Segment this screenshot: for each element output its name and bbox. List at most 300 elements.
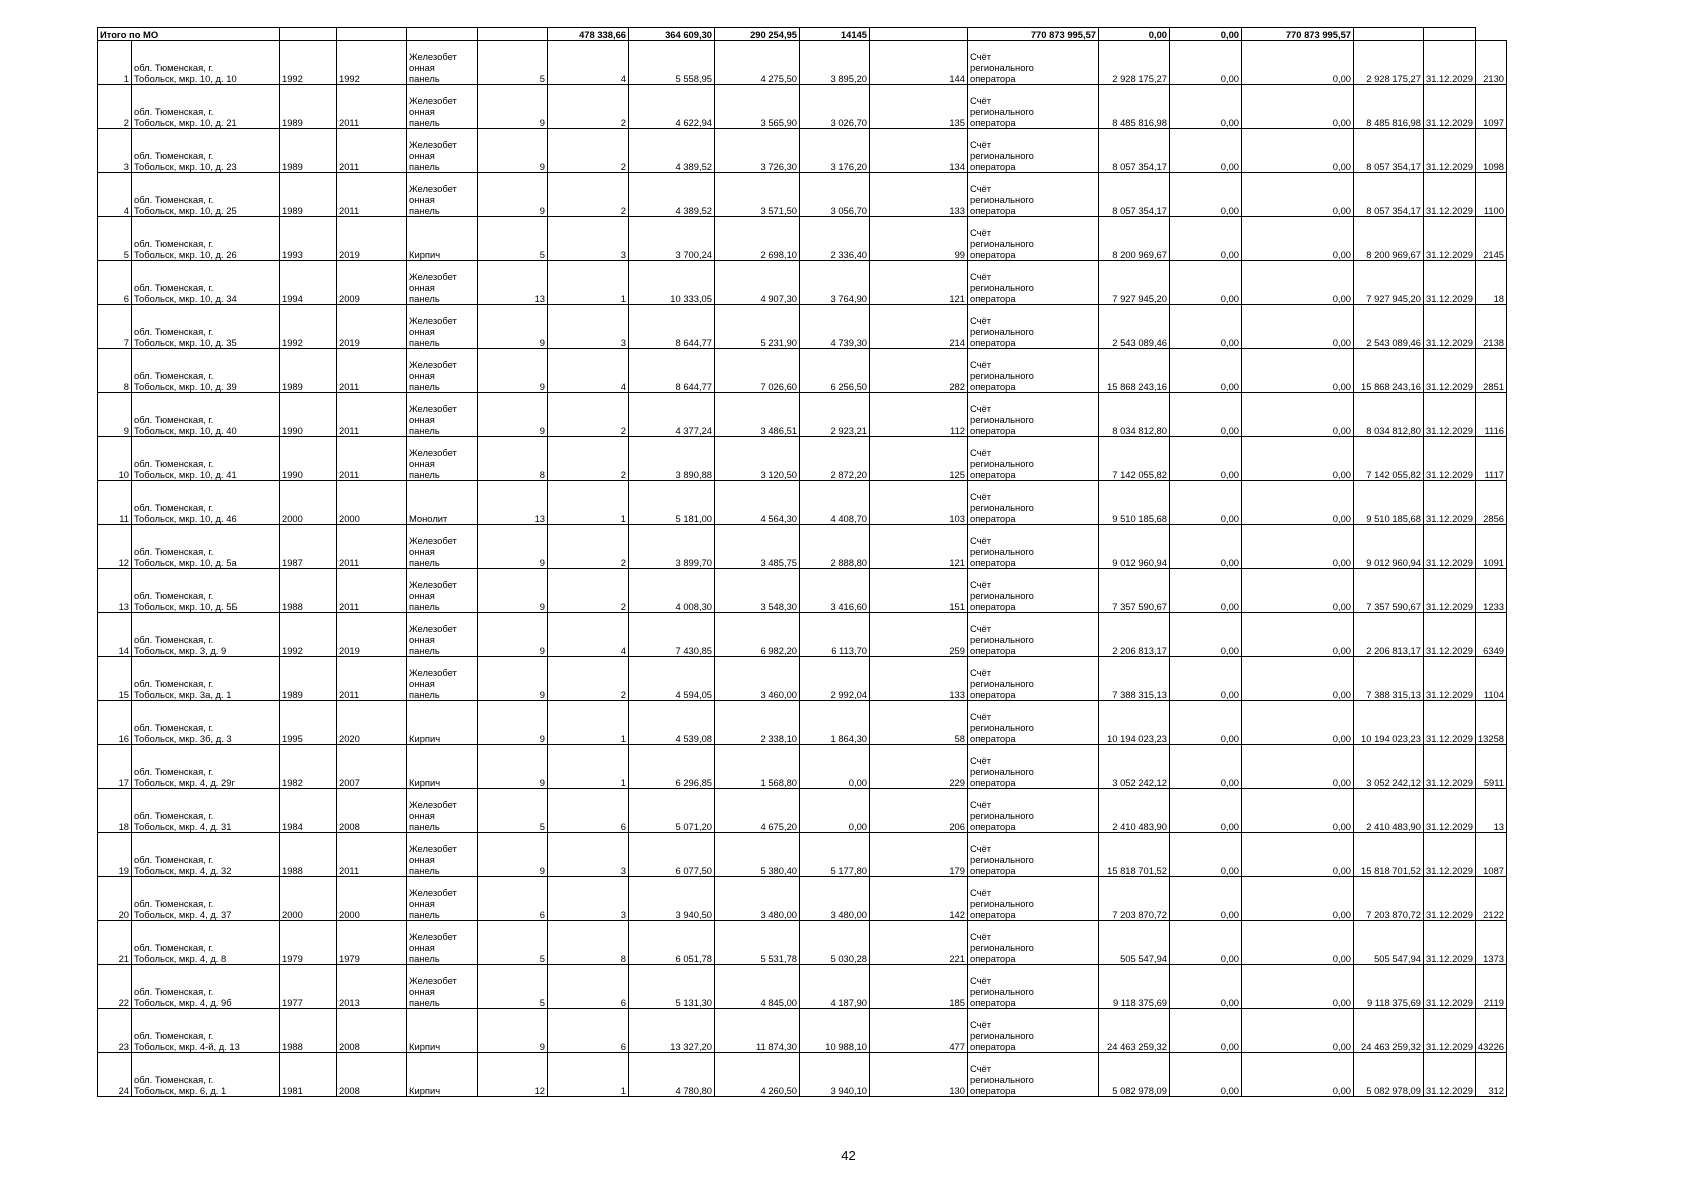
fund-method-line: регионального — [970, 546, 1034, 557]
table-row — [98, 349, 1507, 393]
address-line: Тобольск, мкр. 4, д. 9б — [134, 997, 232, 1008]
col13: 0,00 — [1170, 569, 1242, 613]
owned-area: 4 408,70 — [800, 481, 870, 525]
entrances: 2 — [548, 437, 629, 481]
col14: 0,00 — [1242, 217, 1354, 261]
address — [132, 437, 280, 481]
col14: 0,00 — [1242, 789, 1354, 833]
wall-material-line: онная — [409, 634, 435, 645]
address-line: Тобольск, мкр. 10, д. 39 — [134, 381, 237, 392]
entrances: 4 — [548, 349, 629, 393]
total-area: 4 377,24 — [629, 393, 715, 437]
cost: 15 868 243,16 — [1099, 349, 1170, 393]
address-line: обл. Тюменская, г. — [134, 458, 214, 469]
year-renovated: 2011 — [337, 173, 407, 217]
col14: 0,00 — [1242, 613, 1354, 657]
fund-method-line: Счёт — [970, 623, 992, 634]
table-row — [98, 437, 1507, 481]
fund-method-line: Счёт — [970, 403, 992, 414]
deadline-date: 31.12.2029 — [1424, 921, 1476, 965]
owned-area: 0,00 — [800, 745, 870, 789]
total-area: 5 558,95 — [629, 41, 715, 85]
wall-material-line: панель — [409, 953, 440, 964]
cost-total: 7 388 315,13 — [1354, 657, 1424, 701]
col14: 0,00 — [1242, 173, 1354, 217]
living-area: 2 698,10 — [715, 217, 800, 261]
owned-area: 3 416,60 — [800, 569, 870, 613]
col14: 0,00 — [1242, 261, 1354, 305]
wall-material-line — [409, 1063, 475, 1074]
address — [132, 261, 280, 305]
total-area: 13 327,20 — [629, 1009, 715, 1053]
fund-method-line: Счёт — [970, 799, 992, 810]
fund-method-line: оператора — [970, 293, 1016, 304]
cost-total: 9 118 375,69 — [1354, 965, 1424, 1009]
total-area: 4 389,52 — [629, 173, 715, 217]
fund-method-line: Счёт — [970, 535, 992, 546]
owned-area: 3 895,20 — [800, 41, 870, 85]
deadline-date: 31.12.2029 — [1424, 525, 1476, 569]
cost: 8 485 816,98 — [1099, 85, 1170, 129]
floors: 9 — [478, 173, 548, 217]
address-line: обл. Тюменская, г. — [134, 766, 214, 777]
residents: 142 — [870, 877, 968, 921]
living-area: 4 845,00 — [715, 965, 800, 1009]
residents: 58 — [870, 701, 968, 745]
year-renovated: 2011 — [337, 569, 407, 613]
total-label: Итого по МО — [98, 28, 280, 41]
fund-method-line: регионального — [970, 678, 1034, 689]
row-number: 9 — [98, 393, 132, 437]
year-built: 1992 — [280, 305, 337, 349]
wall-material — [407, 1053, 478, 1097]
last-col: 1104 — [1475, 657, 1506, 701]
wall-material — [407, 921, 478, 965]
col13: 0,00 — [1170, 1053, 1242, 1097]
year-renovated: 2011 — [337, 657, 407, 701]
year-built: 1992 — [280, 41, 337, 85]
cost: 9 012 960,94 — [1099, 525, 1170, 569]
fund-method — [968, 525, 1099, 569]
address-line: Тобольск, мкр. 4, д. 29г — [134, 777, 235, 788]
fund-method-line: регионального — [970, 854, 1034, 865]
cost: 15 818 701,52 — [1099, 833, 1170, 877]
year-built: 1989 — [280, 173, 337, 217]
col13: 0,00 — [1170, 393, 1242, 437]
address-line: Тобольск, мкр. 10, д. 40 — [134, 425, 237, 436]
fund-method — [968, 745, 1099, 789]
col13: 0,00 — [1170, 921, 1242, 965]
fund-method — [968, 965, 1099, 1009]
col14: 0,00 — [1242, 85, 1354, 129]
row-number: 11 — [98, 481, 132, 525]
wall-material — [407, 437, 478, 481]
address-line: обл. Тюменская, г. — [134, 238, 214, 249]
fund-method-line: Счёт — [970, 51, 992, 62]
floors: 9 — [478, 745, 548, 789]
last-col: 1233 — [1475, 569, 1506, 613]
address — [132, 41, 280, 85]
wall-material — [407, 745, 478, 789]
owned-area: 3 940,10 — [800, 1053, 870, 1097]
last-col: 5911 — [1475, 745, 1506, 789]
wall-material-line: панель — [409, 73, 440, 84]
address — [132, 833, 280, 877]
last-col: 2122 — [1475, 877, 1506, 921]
wall-material-line — [409, 1030, 475, 1041]
total-area: 3 899,70 — [629, 525, 715, 569]
last-col: 1091 — [1475, 525, 1506, 569]
cost-total: 24 463 259,32 — [1354, 1009, 1424, 1053]
last-col: 2856 — [1475, 481, 1506, 525]
entrances: 4 — [548, 41, 629, 85]
address-line: обл. Тюменская, г. — [134, 546, 214, 557]
owned-area: 5 030,28 — [800, 921, 870, 965]
table-row — [98, 305, 1507, 349]
fund-method-line: Счёт — [970, 1019, 992, 1030]
floors: 5 — [478, 41, 548, 85]
row-number: 13 — [98, 569, 132, 613]
col13: 0,00 — [1170, 525, 1242, 569]
year-renovated: 2008 — [337, 1053, 407, 1097]
year-renovated: 2000 — [337, 481, 407, 525]
residents: 112 — [870, 393, 968, 437]
total-owned-area: 290 254,95 — [715, 28, 800, 41]
address — [132, 1053, 280, 1097]
address — [132, 393, 280, 437]
fund-method-line: регионального — [970, 370, 1034, 381]
floors: 9 — [478, 833, 548, 877]
fund-method-line: оператора — [970, 821, 1016, 832]
cost-total: 15 868 243,16 — [1354, 349, 1424, 393]
deadline-date: 31.12.2029 — [1424, 1009, 1476, 1053]
last-col: 1116 — [1475, 393, 1506, 437]
address — [132, 481, 280, 525]
owned-area: 1 864,30 — [800, 701, 870, 745]
deadline-date: 31.12.2029 — [1424, 41, 1476, 85]
living-area: 5 231,90 — [715, 305, 800, 349]
col13: 0,00 — [1170, 613, 1242, 657]
fund-method-line: регионального — [970, 194, 1034, 205]
cost-total: 7 142 055,82 — [1354, 437, 1424, 481]
fund-method-line: регионального — [970, 106, 1034, 117]
living-area: 4 907,30 — [715, 261, 800, 305]
year-renovated: 2008 — [337, 1009, 407, 1053]
year-built: 1988 — [280, 1009, 337, 1053]
last-col: 1100 — [1475, 173, 1506, 217]
row-number: 2 — [98, 85, 132, 129]
row-number: 24 — [98, 1053, 132, 1097]
fund-method-line: регионального — [970, 986, 1034, 997]
fund-method-line: регионального — [970, 766, 1034, 777]
wall-material-line: Железобет — [409, 95, 457, 106]
wall-material — [407, 569, 478, 613]
floors: 5 — [478, 921, 548, 965]
col13: 0,00 — [1170, 437, 1242, 481]
fund-method-line: регионального — [970, 414, 1034, 425]
living-area: 5 531,78 — [715, 921, 800, 965]
wall-material — [407, 129, 478, 173]
row-number: 20 — [98, 877, 132, 921]
address-line: Тобольск, мкр. 10, д. 5а — [134, 557, 237, 568]
fund-method-line: регионального — [970, 722, 1034, 733]
entrances: 6 — [548, 789, 629, 833]
living-area: 3 486,51 — [715, 393, 800, 437]
wall-material — [407, 877, 478, 921]
address — [132, 85, 280, 129]
entrances: 4 — [548, 613, 629, 657]
fund-method-line: оператора — [970, 909, 1016, 920]
living-area: 2 338,10 — [715, 701, 800, 745]
deadline-date: 31.12.2029 — [1424, 965, 1476, 1009]
year-built: 1995 — [280, 701, 337, 745]
wall-material-line: онная — [409, 62, 435, 73]
residents: 121 — [870, 261, 968, 305]
fund-method-line: оператора — [970, 865, 1016, 876]
col14: 0,00 — [1242, 1009, 1354, 1053]
fund-method-line: оператора — [970, 425, 1016, 436]
address — [132, 1009, 280, 1053]
fund-method-line: Счёт — [970, 975, 992, 986]
living-area: 7 026,60 — [715, 349, 800, 393]
entrances: 6 — [548, 965, 629, 1009]
total-area: 3 700,24 — [629, 217, 715, 261]
col14: 0,00 — [1242, 481, 1354, 525]
living-area: 3 460,00 — [715, 657, 800, 701]
cost-total: 7 927 945,20 — [1354, 261, 1424, 305]
year-built: 1993 — [280, 217, 337, 261]
year-renovated: 2019 — [337, 613, 407, 657]
year-renovated: 1979 — [337, 921, 407, 965]
entrances: 3 — [548, 305, 629, 349]
table-row — [98, 657, 1507, 701]
living-area: 1 568,80 — [715, 745, 800, 789]
cost-total: 7 357 590,67 — [1354, 569, 1424, 613]
last-col: 2119 — [1475, 965, 1506, 1009]
col14: 0,00 — [1242, 41, 1354, 85]
col13: 0,00 — [1170, 305, 1242, 349]
fund-method-line: оператора — [970, 997, 1016, 1008]
wall-material-line: панель — [409, 865, 440, 876]
last-col: 1087 — [1475, 833, 1506, 877]
cost-total: 9 012 960,94 — [1354, 525, 1424, 569]
col14: 0,00 — [1242, 305, 1354, 349]
fund-method-line: Счёт — [970, 183, 992, 194]
floors: 8 — [478, 437, 548, 481]
fund-method-line: регионального — [970, 898, 1034, 909]
housing-register-table — [97, 27, 1507, 1097]
table-row — [98, 481, 1507, 525]
deadline-date: 31.12.2029 — [1424, 701, 1476, 745]
year-renovated: 2011 — [337, 437, 407, 481]
wall-material-line: онная — [409, 194, 435, 205]
fund-method-line: оператора — [970, 645, 1016, 656]
total-area: 4 622,94 — [629, 85, 715, 129]
wall-material-line: Железобет — [409, 667, 457, 678]
address-line: Тобольск, мкр. 4, д. 31 — [134, 821, 232, 832]
total-row — [98, 28, 1507, 41]
wall-material-line — [409, 722, 475, 733]
fund-method-line: Счёт — [970, 579, 992, 590]
wall-material-line: онная — [409, 678, 435, 689]
fund-method — [968, 921, 1099, 965]
wall-material-line: Железобет — [409, 447, 457, 458]
cost-total: 5 082 978,09 — [1354, 1053, 1424, 1097]
wall-material — [407, 965, 478, 1009]
total-area: 6 077,50 — [629, 833, 715, 877]
fund-method — [968, 569, 1099, 613]
entrances: 2 — [548, 129, 629, 173]
address — [132, 349, 280, 393]
fund-method — [968, 437, 1099, 481]
fund-method-line: оператора — [970, 1041, 1016, 1052]
fund-method — [968, 305, 1099, 349]
year-renovated: 2009 — [337, 261, 407, 305]
total-living-area: 364 609,30 — [629, 28, 715, 41]
wall-material-line: панель — [409, 117, 440, 128]
wall-material-line: Железобет — [409, 535, 457, 546]
table-row — [98, 789, 1507, 833]
residents: 99 — [870, 217, 968, 261]
fund-method-line: Счёт — [970, 667, 992, 678]
owned-area: 4 739,30 — [800, 305, 870, 349]
cost: 7 142 055,82 — [1099, 437, 1170, 481]
wall-material-line: Железобет — [409, 843, 457, 854]
total-area: 5 071,20 — [629, 789, 715, 833]
floors: 9 — [478, 85, 548, 129]
floors: 9 — [478, 1009, 548, 1053]
table-row — [98, 41, 1507, 85]
wall-material-line: онная — [409, 150, 435, 161]
cost-total: 505 547,94 — [1354, 921, 1424, 965]
wall-material-line: Железобет — [409, 51, 457, 62]
cost-total: 15 818 701,52 — [1354, 833, 1424, 877]
cost: 9 118 375,69 — [1099, 965, 1170, 1009]
row-number: 17 — [98, 745, 132, 789]
cost: 8 057 354,17 — [1099, 129, 1170, 173]
total-area: 6 296,85 — [629, 745, 715, 789]
owned-area: 3 764,90 — [800, 261, 870, 305]
address-line: Тобольск, мкр. 10, д. 10 — [134, 73, 237, 84]
total-area: 4 389,52 — [629, 129, 715, 173]
address-line: Тобольск, мкр. 4, д. 8 — [134, 953, 227, 964]
wall-material-line — [409, 755, 475, 766]
year-renovated: 2008 — [337, 789, 407, 833]
floors: 9 — [478, 393, 548, 437]
year-renovated: 1992 — [337, 41, 407, 85]
wall-material-line: Железобет — [409, 139, 457, 150]
living-area: 3 120,50 — [715, 437, 800, 481]
living-area: 11 874,30 — [715, 1009, 800, 1053]
floors: 9 — [478, 657, 548, 701]
last-col: 18 — [1475, 261, 1506, 305]
entrances: 1 — [548, 481, 629, 525]
col13: 0,00 — [1170, 349, 1242, 393]
wall-material-line: Монолит — [409, 513, 448, 524]
wall-material-line: панель — [409, 293, 440, 304]
living-area: 3 726,30 — [715, 129, 800, 173]
wall-material-line: онная — [409, 986, 435, 997]
fund-method-line: оператора — [970, 777, 1016, 788]
address-line: обл. Тюменская, г. — [134, 326, 214, 337]
year-renovated: 2007 — [337, 745, 407, 789]
fund-method-line: регионального — [970, 810, 1034, 821]
year-built: 1984 — [280, 789, 337, 833]
col14: 0,00 — [1242, 965, 1354, 1009]
wall-material-line: онная — [409, 106, 435, 117]
address-line: обл. Тюменская, г. — [134, 62, 214, 73]
wall-material-line: панель — [409, 821, 440, 832]
table-row — [98, 85, 1507, 129]
year-built: 1990 — [280, 393, 337, 437]
row-number: 19 — [98, 833, 132, 877]
deadline-date: 31.12.2029 — [1424, 85, 1476, 129]
wall-material — [407, 1009, 478, 1053]
owned-area: 0,00 — [800, 789, 870, 833]
deadline-date: 31.12.2029 — [1424, 129, 1476, 173]
table-row — [98, 393, 1507, 437]
fund-method — [968, 349, 1099, 393]
table-row — [98, 217, 1507, 261]
owned-area: 3 056,70 — [800, 173, 870, 217]
fund-method — [968, 173, 1099, 217]
floors: 9 — [478, 349, 548, 393]
year-built: 1989 — [280, 657, 337, 701]
floors: 9 — [478, 613, 548, 657]
cost-total: 2 543 089,46 — [1354, 305, 1424, 349]
fund-method — [968, 41, 1099, 85]
wall-material-line — [409, 227, 475, 238]
address-line: Тобольск, мкр. 4, д. 37 — [134, 909, 232, 920]
wall-material-line: панель — [409, 425, 440, 436]
fund-method — [968, 613, 1099, 657]
wall-material-line: Железобет — [409, 315, 457, 326]
wall-material-line: панель — [409, 601, 440, 612]
address — [132, 745, 280, 789]
wall-material-line: панель — [409, 205, 440, 216]
wall-material — [407, 261, 478, 305]
owned-area: 2 336,40 — [800, 217, 870, 261]
address-line: Тобольск, мкр. 3, д. 9 — [134, 645, 227, 656]
table-row — [98, 173, 1507, 217]
col13: 0,00 — [1170, 657, 1242, 701]
fund-method-line: Счёт — [970, 447, 992, 458]
fund-method-line: оператора — [970, 601, 1016, 612]
col14: 0,00 — [1242, 437, 1354, 481]
year-built: 1988 — [280, 833, 337, 877]
last-col: 2130 — [1475, 41, 1506, 85]
fund-method-line: регионального — [970, 1030, 1034, 1041]
fund-method — [968, 833, 1099, 877]
address-line: Тобольск, мкр. 10, д. 41 — [134, 469, 237, 480]
floors: 9 — [478, 305, 548, 349]
wall-material-line: Железобет — [409, 271, 457, 282]
address-line: Тобольск, мкр. 6, д. 1 — [134, 1085, 227, 1096]
table-row — [98, 613, 1507, 657]
fund-method-line: Счёт — [970, 1063, 992, 1074]
last-col: 312 — [1475, 1053, 1506, 1097]
year-built: 1989 — [280, 85, 337, 129]
address-line: обл. Тюменская, г. — [134, 634, 214, 645]
row-number: 1 — [98, 41, 132, 85]
year-renovated: 2019 — [337, 305, 407, 349]
residents: 133 — [870, 657, 968, 701]
living-area: 3 565,90 — [715, 85, 800, 129]
col13: 0,00 — [1170, 789, 1242, 833]
living-area: 4 260,50 — [715, 1053, 800, 1097]
year-renovated: 2011 — [337, 393, 407, 437]
fund-method-line: Счёт — [970, 711, 992, 722]
